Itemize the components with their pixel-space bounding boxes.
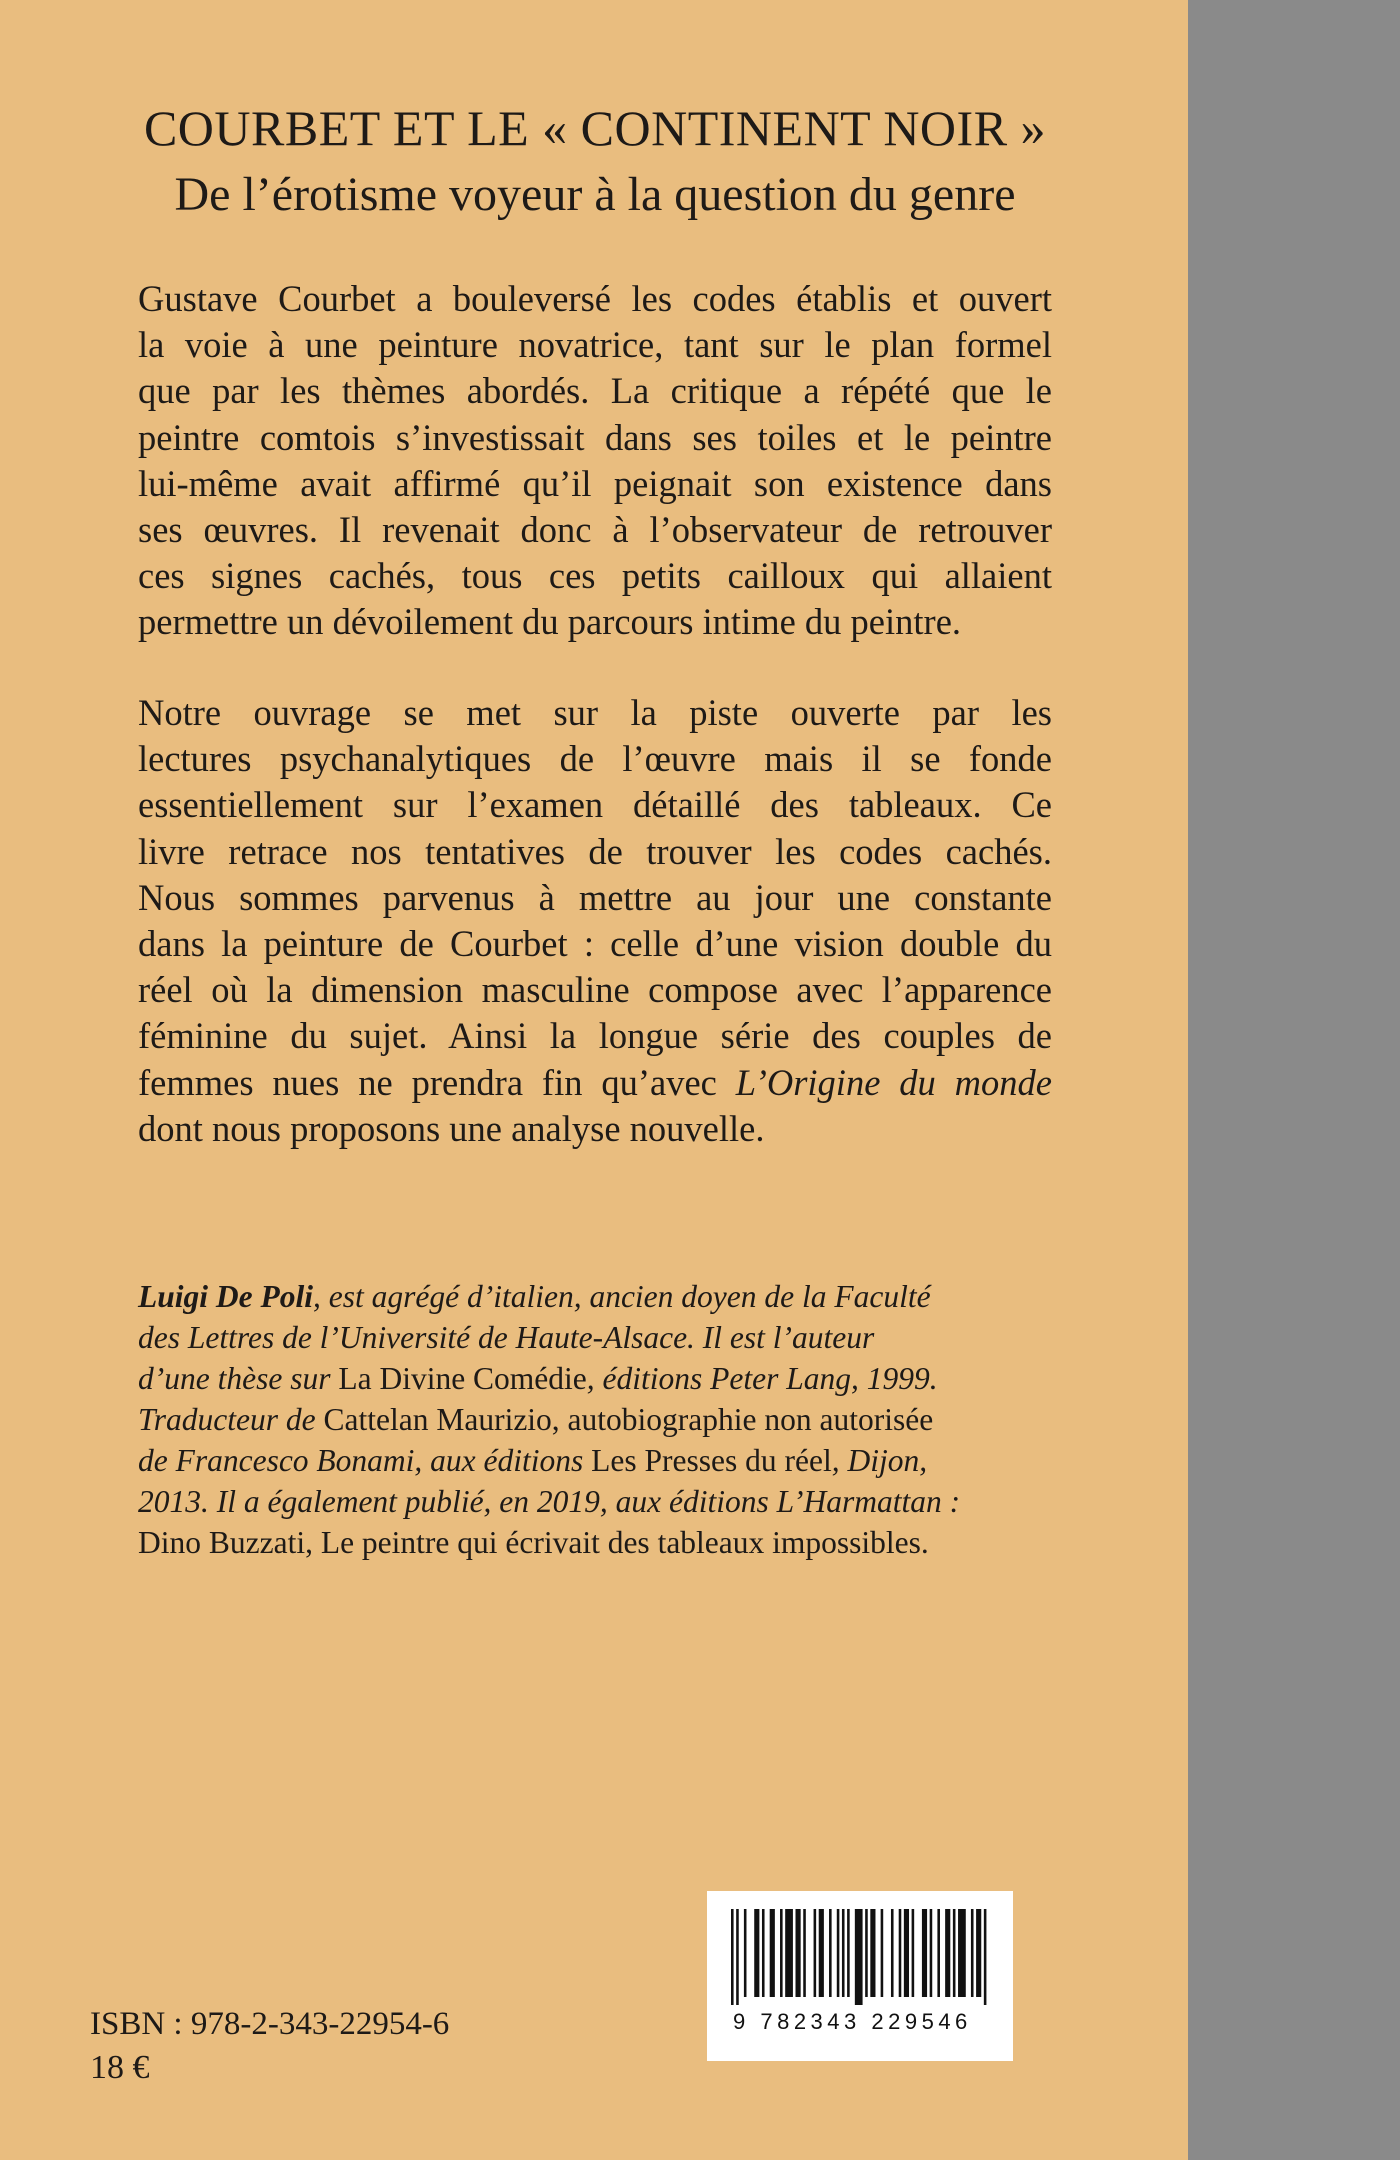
bio-text: d’une thèse sur — [138, 1361, 339, 1396]
barcode-bar — [899, 1909, 902, 1997]
barcode-bars — [731, 1909, 989, 2005]
blurb-line: dont nous proposons une analyse nouvelle. — [138, 1107, 765, 1149]
barcode-bar — [930, 1909, 933, 1997]
barcode-bar — [922, 1909, 927, 1997]
blurb-line: ses œuvres. Il revenait donc à l’observateur de retrouver — [138, 509, 1052, 551]
barcode-bar — [937, 1909, 940, 1997]
work-title: Cattelan Maurizio, autobiographie non autorisée — [323, 1402, 934, 1437]
barcode-bar — [847, 1909, 850, 1997]
book-title: COURBET ET LE « CONTINENT NOIR » — [143, 100, 1047, 156]
book-subtitle: De l’érotisme voyeur à la question du genre — [174, 168, 1016, 221]
blurb-line: dans la peinture de Courbet : celle d’une vision double du — [138, 923, 1052, 965]
bio-line — [138, 1276, 1052, 1317]
spine-strip — [1188, 0, 1400, 2160]
blurb-line: la voie à une peinture novatrice, tant sur le plan formel — [138, 324, 1052, 366]
blurb-line: Nous sommes parvenus à mettre au jour une constante — [138, 876, 1052, 918]
barcode-bar — [754, 1909, 759, 1997]
bio-line: 2013. Il a également publié, en 2019, aux éditions L’Harmattan : — [138, 1484, 961, 1519]
blurb-line: livre retrace nos tentatives de trouver les codes cachés. — [138, 830, 1052, 872]
bio-text: de Francesco Bonami, aux éditions — [138, 1443, 592, 1478]
barcode-bar — [785, 1909, 793, 1997]
bio-line: des Lettres de l’Université de Haute-Alsace. Il est l’auteur — [138, 1320, 875, 1355]
blurb-line: peintre comtois s’investissait dans ses toiles et le peintre — [138, 416, 1052, 458]
barcode-bar — [881, 1909, 884, 1997]
blurb-line: ces signes cachés, tous ces petits cailloux qui allaient — [138, 555, 1052, 597]
blurb-line: Gustave Courbet a bouleversé les codes établis et ouvert — [138, 278, 1052, 319]
blurb-paragraph-1 — [138, 276, 1052, 646]
barcode-bar — [731, 1909, 734, 2005]
barcode-bar — [953, 1909, 956, 1997]
barcode-bar — [984, 1909, 987, 2005]
barcode-bar — [904, 1909, 909, 1997]
barcode-bar — [744, 1909, 747, 1997]
blurb-paragraph-2 — [138, 690, 1052, 1152]
barcode-bar — [829, 1909, 832, 1997]
blurb-line — [138, 1060, 1052, 1106]
barcode-bar — [762, 1909, 765, 1997]
bio-text: Traducteur de — [138, 1402, 324, 1437]
barcode-bar — [780, 1909, 783, 1997]
blurb-line: féminine du sujet. Ainsi la longue série des couples de — [138, 1015, 1052, 1057]
barcode-bar — [971, 1909, 974, 1997]
isbn: ISBN : 978-2-343-22954-6 — [90, 2006, 450, 2042]
barcode-bar — [819, 1909, 824, 1997]
blurb-line: que par les thèmes abordés. La critique a répété que le — [138, 370, 1052, 412]
bio-line — [138, 1440, 1052, 1481]
bio-line — [138, 1399, 1052, 1440]
barcode-bar — [837, 1909, 840, 1997]
barcode-bar — [958, 1909, 966, 1997]
price: 18 € — [90, 2049, 150, 2086]
blurb-line: permettre un dévoilement du parcours intime du peintre. — [138, 601, 962, 643]
bio-text: , est agrégé d’italien, ancien doyen de la Faculté — [313, 1279, 931, 1314]
barcode-bar — [855, 1909, 863, 2005]
author-bio — [138, 1276, 1052, 1563]
barcode-bar — [796, 1909, 801, 1997]
blurb-line: essentiellement sur l’examen détaillé des tableaux. Ce — [138, 784, 1052, 826]
blurb-line: lectures psychanalytiques de l’œuvre mais il se fonde — [138, 738, 1052, 780]
barcode-bar — [865, 1909, 868, 1997]
barcode-bar — [803, 1909, 806, 1997]
publisher-name: Les Presses du réel — [591, 1443, 832, 1478]
artwork-title: L’Origine du monde — [735, 1061, 1052, 1103]
barcode-bar — [912, 1909, 915, 1997]
barcode-bar — [814, 1909, 817, 1997]
blurb-line: réel où la dimension masculine compose avec l’apparence — [138, 969, 1052, 1011]
blurb-line: lui-même avait affirmé qu’il peignait son existence dans — [138, 462, 1052, 504]
bio-text: , éditions Peter Lang, 1999. — [586, 1361, 938, 1396]
barcode-bar — [976, 1909, 981, 1997]
blurb-line: Notre ouvrage se met sur la piste ouverte par les — [138, 692, 1052, 733]
barcode-bar — [945, 1909, 950, 1997]
barcode-digits: 9 782343 229546 — [733, 2009, 972, 2034]
blurb-text: femmes nues ne prendra fin qu’avec — [138, 1061, 717, 1103]
barcode-bar — [770, 1909, 775, 1997]
barcode — [707, 1891, 1013, 2061]
barcode-bar — [842, 1909, 845, 1997]
bio-text: , Dijon, — [831, 1443, 928, 1478]
work-title: La Divine Comédie — [338, 1361, 587, 1396]
bio-line: Dino Buzzati, Le peintre qui écrivait des tableaux impossibles. — [138, 1525, 929, 1560]
barcode-bar — [891, 1909, 894, 1997]
barcode-bar — [870, 1909, 875, 1997]
bio-line — [138, 1358, 1052, 1399]
barcode-bar — [736, 1909, 739, 2005]
author-name: Luigi De Poli — [138, 1279, 313, 1314]
